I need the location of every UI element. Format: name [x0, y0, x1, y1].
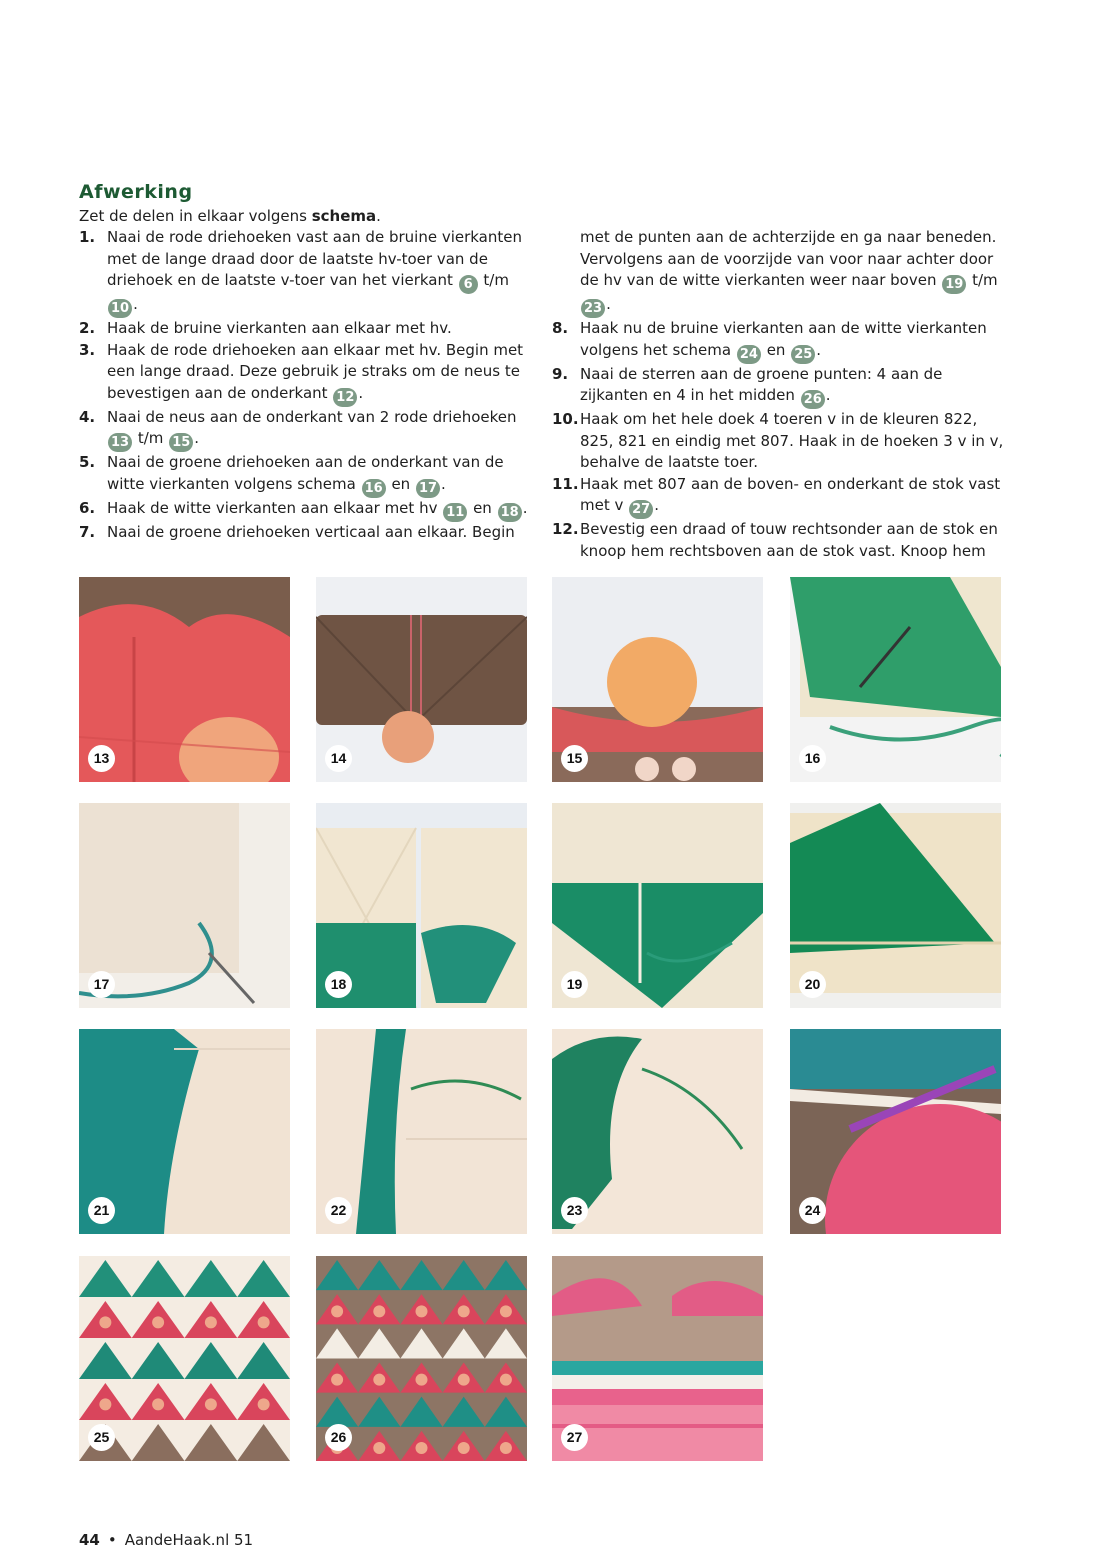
photo-ref-badge: 6 [459, 275, 478, 294]
step-item [552, 519, 1012, 562]
steps-list-left [79, 227, 529, 543]
photo-step-25 [79, 1256, 290, 1461]
photo-ref-badge: 11 [443, 503, 467, 522]
page-number: 44 [79, 1531, 100, 1549]
step-text: Naai de sterren aan de groene punten: 4 aan de zijkanten en 4 in het midden [580, 364, 943, 404]
step-text: Bevestig een draad of touw rechtsonder aan de stok en knoop hem rechtsboven aan de stok vast. Knoop hem [580, 520, 998, 560]
intro-after: . [376, 207, 381, 225]
photo-step-24 [790, 1029, 1001, 1234]
photo-number-label: 14 [325, 745, 352, 772]
photo-number-label: 13 [88, 745, 115, 772]
photo-ref-badge: 23 [581, 299, 605, 318]
step-item [79, 498, 529, 522]
step-item [79, 340, 529, 407]
step-text: en [761, 340, 791, 359]
step-item [552, 409, 1012, 474]
intro-before: Zet de delen in elkaar volgens [79, 207, 312, 225]
step-text: en [386, 474, 415, 493]
photo-ref-badge: 24 [737, 345, 761, 364]
step-text: . [194, 429, 200, 447]
step-text: Haak met 807 aan de boven- en onderkant de stok vast met v [580, 474, 1001, 514]
photo-number-label: 21 [88, 1197, 115, 1224]
step-text: Naai de groene driehoeken verticaal aan elkaar. Begin [107, 522, 515, 541]
step-text: en [468, 498, 497, 517]
step-text: Haak de rode driehoeken aan elkaar met hv. Begin met een lange draad. Deze gebruik je straks om de neus te bevestigen aan de onderkant [107, 340, 524, 402]
step-item [552, 364, 1012, 410]
step-item [79, 318, 529, 340]
photo-step-17 [79, 803, 290, 1008]
photo-number-label: 18 [325, 971, 352, 998]
step-item [552, 318, 1012, 364]
step-text: t/m [967, 271, 998, 289]
step-text: . [606, 295, 611, 313]
step-number: 8. [552, 319, 569, 337]
photo-number-label: 24 [799, 1197, 826, 1224]
step-number: 5. [79, 453, 96, 471]
photo-ref-badge: 26 [801, 390, 825, 409]
steps-list-right [552, 318, 1012, 562]
step-number: 9. [552, 364, 569, 383]
step-text: Haak de witte vierkanten aan elkaar met hv [107, 498, 443, 517]
step-item [79, 407, 529, 453]
photo-number-label: 19 [561, 971, 588, 998]
photo-number-label: 16 [799, 745, 826, 772]
step-text: . [522, 498, 528, 517]
photo-ref-badge: 27 [629, 500, 653, 519]
step-item [79, 227, 529, 318]
photo-step-18 [316, 803, 527, 1008]
photo-number-label: 25 [88, 1424, 115, 1451]
column-left [79, 227, 529, 543]
photo-step-26 [316, 1256, 527, 1461]
section-heading: Afwerking [79, 181, 193, 203]
photo-ref-badge: 25 [791, 345, 815, 364]
step-text: . [825, 386, 831, 404]
step-number: 1. [79, 228, 96, 246]
photo-number-label: 26 [325, 1424, 352, 1451]
step-item [552, 474, 1012, 520]
photo-ref-badge: 17 [416, 479, 440, 498]
photo-number-label: 22 [325, 1197, 352, 1224]
photo-ref-badge: 13 [108, 433, 132, 452]
step-number: 11. [552, 474, 579, 493]
step-text: t/m [478, 271, 509, 289]
step-text: met de punten aan de achterzijde en ga naar beneden. Vervolgens aan de voorzijde van voor naar achter door de hv van de witte vierkanten weer naar boven [580, 228, 997, 289]
intro-text [79, 206, 381, 228]
photo-step-19 [552, 803, 763, 1008]
step-number: 7. [79, 522, 96, 541]
step-number: 10. [552, 410, 579, 428]
step-7-continuation [552, 227, 1012, 318]
photo-step-23 [552, 1029, 763, 1234]
step-text: Haak nu de bruine vierkanten aan de witte vierkanten volgens het schema [580, 319, 987, 359]
step-item [79, 452, 529, 498]
step-number: 3. [79, 340, 96, 359]
photo-ref-badge: 18 [498, 503, 522, 522]
step-text: Haak de bruine vierkanten aan elkaar met hv. [107, 319, 452, 337]
column-right [552, 227, 1012, 562]
step-text: . [441, 474, 446, 493]
intro-bold: schema [311, 207, 377, 225]
step-text: Naai de neus aan de onderkant van 2 rode driehoeken [107, 407, 517, 426]
step-number: 6. [79, 498, 96, 517]
photo-ref-badge: 15 [169, 433, 193, 452]
photo-step-16 [790, 577, 1001, 782]
step-text: . [133, 295, 138, 313]
photo-step-13 [79, 577, 290, 782]
photo-step-20 [790, 803, 1001, 1008]
step-text: Naai de rode driehoeken vast aan de bruine vierkanten met de lange draad door de laatste hv-toer van de driehoek en de laatste v-toer van het vierkant [107, 228, 522, 289]
photo-number-label: 20 [799, 971, 826, 998]
footer-bullet: • [107, 1531, 117, 1549]
magazine-name: AandeHaak.nl 51 [124, 1531, 254, 1549]
step-text: Haak om het hele doek 4 toeren v in de kleuren 822, 825, 821 en eindig met 807. Haak in de hoeken 3 v in v, behalve de laatste toer. [580, 410, 1004, 471]
photo-ref-badge: 19 [942, 275, 966, 294]
photo-step-22 [316, 1029, 527, 1234]
step-text: t/m [133, 429, 169, 447]
step-number: 4. [79, 407, 96, 426]
photo-ref-badge: 10 [108, 299, 132, 318]
photo-step-21 [79, 1029, 290, 1234]
photo-number-label: 23 [561, 1197, 588, 1224]
photo-ref-badge: 16 [362, 479, 386, 498]
photo-step-14 [316, 577, 527, 782]
photo-number-label: 27 [561, 1424, 588, 1451]
step-number: 12. [552, 520, 579, 538]
step-text: . [358, 383, 364, 402]
step-text: . [654, 496, 660, 514]
step-item [79, 522, 529, 544]
step-text: Naai de groene driehoeken aan de onderkant van de witte vierkanten volgens schema [107, 453, 504, 493]
photo-step-27 [552, 1256, 763, 1461]
step-text: . [816, 340, 822, 359]
photo-ref-badge: 12 [333, 388, 357, 407]
step-number: 2. [79, 319, 96, 337]
photo-step-15 [552, 577, 763, 782]
page-footer [79, 1531, 253, 1549]
photo-number-label: 15 [561, 745, 588, 772]
photo-number-label: 17 [88, 971, 115, 998]
